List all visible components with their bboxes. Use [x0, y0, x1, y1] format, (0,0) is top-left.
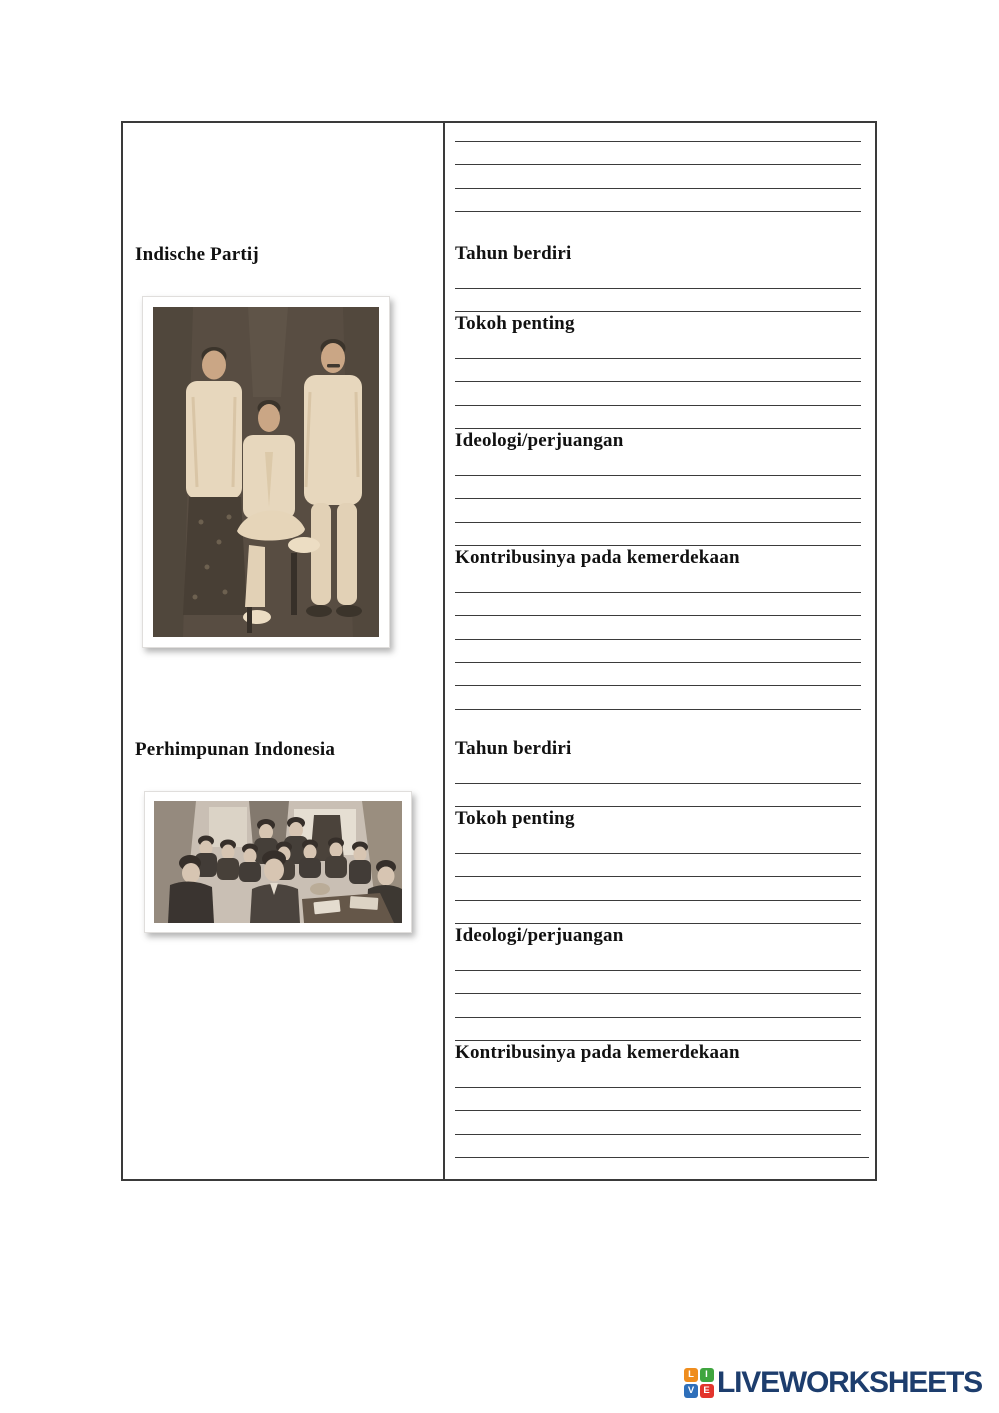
- perhimpunan-indonesia-photo-image: [154, 801, 402, 923]
- answer-line[interactable]: [455, 854, 861, 877]
- answer-line[interactable]: [455, 663, 861, 686]
- liveworksheets-logo-icon: [684, 1368, 714, 1398]
- answer-line[interactable]: [455, 877, 861, 900]
- section-heading: Kontribusinya pada kemerdekaan: [455, 1042, 740, 1064]
- answer-line[interactable]: [455, 189, 861, 212]
- answer-line[interactable]: [455, 142, 861, 165]
- cell-top-left-empty: [123, 123, 445, 238]
- answer-line[interactable]: [455, 1135, 869, 1158]
- answer-line[interactable]: [455, 1088, 861, 1111]
- answer-line[interactable]: [455, 593, 861, 616]
- organization-title: Indische Partij: [135, 244, 259, 265]
- cell-perhimpunan-indonesia: [123, 733, 445, 1179]
- answer-line[interactable]: [455, 382, 861, 405]
- indische-partij-photo-image: [153, 307, 379, 637]
- logo-square-l: L: [684, 1368, 698, 1382]
- perhimpunan-indonesia-photo: [144, 791, 412, 933]
- logo-square-v: V: [684, 1384, 698, 1398]
- answer-line[interactable]: [455, 165, 861, 188]
- organization-title: Perhimpunan Indonesia: [135, 739, 336, 760]
- answer-line[interactable]: [455, 1064, 861, 1087]
- answer-line[interactable]: [455, 265, 861, 288]
- answer-line[interactable]: [455, 994, 861, 1017]
- answer-line[interactable]: [455, 831, 861, 854]
- answer-line[interactable]: [455, 359, 861, 382]
- indische-partij-photo: [142, 296, 390, 648]
- answer-line[interactable]: [455, 686, 861, 709]
- answer-line[interactable]: [455, 784, 861, 807]
- section-heading: Tokoh penting: [455, 313, 575, 335]
- cell-indische-partij: [123, 238, 445, 733]
- cell-top-answer-area: [445, 123, 875, 238]
- answer-line[interactable]: [455, 760, 861, 783]
- logo-square-i: I: [700, 1368, 714, 1382]
- answer-line[interactable]: [455, 336, 861, 359]
- answer-line[interactable]: [455, 523, 861, 546]
- section-heading: Ideologi/perjuangan: [455, 430, 624, 452]
- liveworksheets-logo-text: LIVEWORKSHEETS: [717, 1366, 982, 1399]
- answer-line[interactable]: [455, 123, 861, 142]
- answer-line[interactable]: [455, 616, 861, 639]
- answer-line[interactable]: [455, 901, 861, 924]
- answer-line[interactable]: [455, 453, 861, 476]
- section-heading: Kontribusinya pada kemerdekaan: [455, 547, 740, 569]
- answer-line[interactable]: [455, 476, 861, 499]
- answer-line[interactable]: [455, 1111, 861, 1134]
- answer-line[interactable]: [455, 640, 861, 663]
- answer-line[interactable]: [455, 499, 861, 522]
- answer-line[interactable]: [455, 971, 861, 994]
- answer-line[interactable]: [455, 406, 861, 429]
- logo-square-e: E: [700, 1384, 714, 1398]
- section-heading: Tokoh penting: [455, 808, 575, 830]
- cell-indische-partij-answers: [445, 238, 875, 733]
- worksheet-table: [121, 121, 877, 1181]
- section-heading: Tahun berdiri: [455, 738, 572, 759]
- answer-line[interactable]: [455, 1018, 861, 1041]
- section-heading: Ideologi/perjuangan: [455, 925, 624, 947]
- section-heading: Tahun berdiri: [455, 243, 572, 264]
- answer-line[interactable]: [455, 948, 861, 971]
- answer-line[interactable]: [455, 289, 861, 312]
- cell-perhimpunan-indonesia-answers: [445, 733, 875, 1179]
- answer-line[interactable]: [455, 569, 861, 592]
- liveworksheets-logo: [684, 1366, 982, 1400]
